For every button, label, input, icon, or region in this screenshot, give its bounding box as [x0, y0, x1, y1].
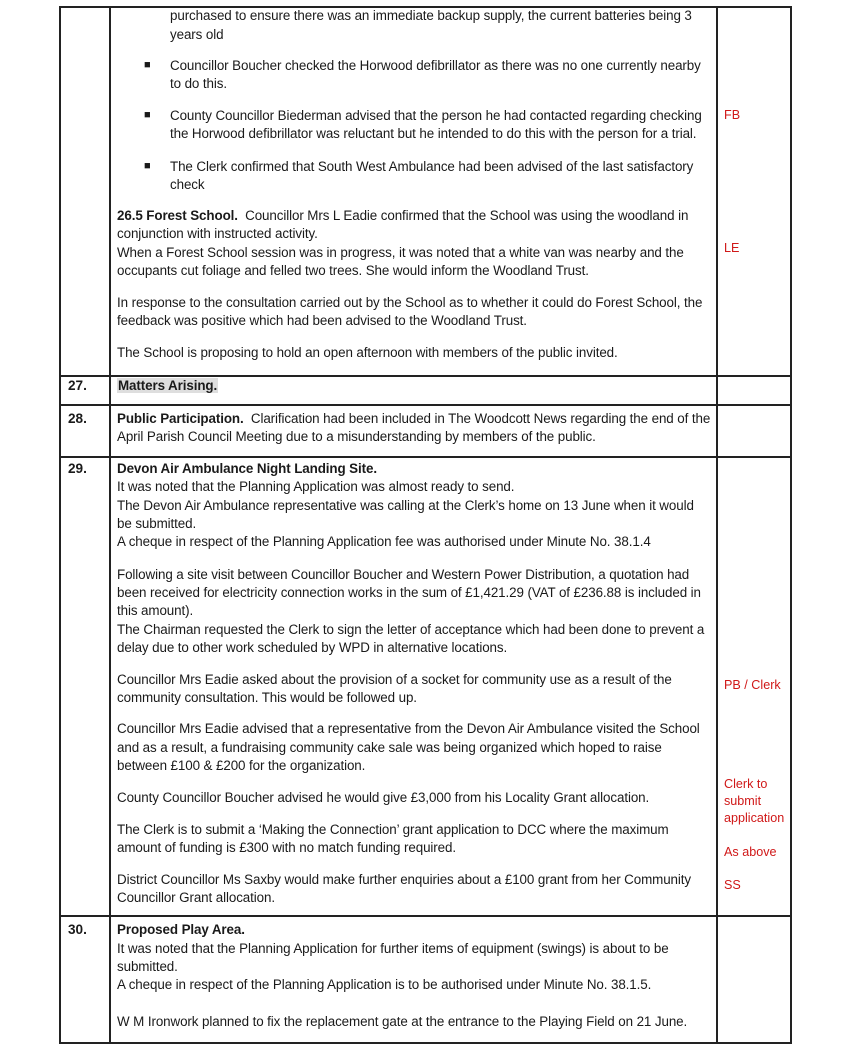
- row-divider-29: [59, 456, 792, 458]
- bullet-text-line: the Horwood defibrillator was reluctant but he intended to do this with the person for a trial.: [170, 126, 697, 141]
- item-number: 29.: [68, 461, 87, 476]
- paragraph-line: amount of funding is £300 with no match funding required.: [117, 840, 456, 855]
- item-heading-air-ambulance: Devon Air Ambulance Night Landing Site.: [117, 461, 377, 476]
- action-owner-clerk: application: [724, 811, 785, 825]
- forest-school-line: conjunction with instructed activity.: [117, 226, 318, 241]
- forest-school-line: occupants cut foliage and felled two trees. She would inform the Woodland Trust.: [117, 263, 589, 278]
- paragraph-line: A cheque in respect of the Planning Application is to be authorised under Minute No. 38.1.5.: [117, 977, 652, 992]
- forest-school-line: When a Forest School session was in progress, it was noted that a white van was nearby and the: [117, 245, 684, 260]
- bullet-text-line: County Councillor Biederman advised that the person he had contacted regarding checking: [170, 108, 702, 123]
- table-bottom-border: [59, 1042, 792, 1044]
- paragraph-line: County Councillor Boucher advised he would give £3,000 from his Locality Grant allocation.: [117, 790, 650, 805]
- action-owner-pb-clerk: PB / Clerk: [724, 678, 781, 692]
- paragraph-line: Following a site visit between Councillor Boucher and Western Power Distribution, a quotation had: [117, 567, 690, 582]
- bullet-text-line: Councillor Boucher checked the Horwood defibrillator as there was no one currently nearby: [170, 58, 701, 73]
- consultation-line: feedback was positive which had been advised to the Woodland Trust.: [117, 313, 527, 328]
- bullet-marker: ■: [144, 160, 151, 172]
- item-heading-play-area: Proposed Play Area.: [117, 922, 245, 937]
- action-owner-as-above: As above: [724, 845, 777, 859]
- paragraph-line: Councillor Grant allocation.: [117, 890, 275, 905]
- paragraph-line: W M Ironwork planned to fix the replacement gate at the entrance to the Playing Field on 21 June.: [117, 1014, 688, 1029]
- item-number: 28.: [68, 411, 87, 426]
- item-heading-public-participation: Public Participation.: [117, 411, 244, 426]
- paragraph-line: District Councillor Ms Saxby would make further enquiries about a £100 grant from her Community: [117, 872, 691, 887]
- forest-school-line: [117, 207, 688, 225]
- bullet-text-line: The Clerk confirmed that South West Ambulance had been advised of the last satisfactory: [170, 159, 694, 174]
- forest-school-heading: 26.5 Forest School.: [117, 208, 238, 223]
- action-owner-ss: SS: [724, 878, 741, 892]
- table-right-border: [790, 6, 792, 1044]
- table-action-column-divider: [716, 6, 718, 1044]
- continued-text-line: years old: [170, 27, 224, 42]
- action-owner-clerk: Clerk to: [724, 777, 768, 791]
- paragraph-line: been received for electricity connection works in the sum of £1,421.29 (VAT of £236.88 is included in: [117, 585, 701, 600]
- table-left-border: [59, 6, 61, 1044]
- row-divider-28: [59, 404, 792, 406]
- paragraph-line: It was noted that the Planning Application was almost ready to send.: [117, 479, 515, 494]
- paragraph-line: delay due to other work scheduled by WPD in alternative locations.: [117, 640, 508, 655]
- open-afternoon-line: The School is proposing to hold an open afternoon with members of the public invited.: [117, 345, 618, 360]
- paragraph-line: be submitted.: [117, 516, 197, 531]
- paragraph-line: submitted.: [117, 959, 178, 974]
- action-owner-fb: FB: [724, 108, 741, 122]
- paragraph-line: Councillor Mrs Eadie asked about the provision of a socket for community use as a result of the: [117, 672, 672, 687]
- forest-school-text: Councillor Mrs L Eadie confirmed that the School was using the woodland in: [245, 208, 689, 223]
- item-heading-matters-arising: Matters Arising.: [118, 378, 218, 393]
- item-number: 30.: [68, 922, 87, 937]
- action-owner-clerk: submit: [724, 794, 762, 808]
- bullet-marker: ■: [144, 59, 151, 71]
- bullet-text-line: check: [170, 177, 205, 192]
- continued-text-line: purchased to ensure there was an immediate backup supply, the current batteries being 3: [170, 8, 692, 23]
- paragraph-line: A cheque in respect of the Planning Application fee was authorised under Minute No. 38.1.4: [117, 534, 651, 549]
- consultation-line: In response to the consultation carried out by the School as to whether it could do Forest School, the: [117, 295, 703, 310]
- paragraph-line: and as a result, a fundraising community cake sale was being organized which hoped to raise: [117, 740, 662, 755]
- paragraph-line: The Devon Air Ambulance representative was calling at the Clerk’s home on 13 June when it would: [117, 498, 694, 513]
- bullet-text-line: to do this.: [170, 76, 227, 91]
- row-divider-30: [59, 915, 792, 917]
- table-number-column-divider: [109, 6, 111, 1044]
- paragraph-line: this amount).: [117, 603, 194, 618]
- public-participation-line: April Parish Council Meeting due to a misunderstanding by members of the public.: [117, 429, 596, 444]
- item-number: 27.: [68, 378, 87, 393]
- paragraph-line: community consultation. This would be followed up.: [117, 690, 417, 705]
- paragraph-line: The Chairman requested the Clerk to sign the letter of acceptance which had been done to prevent a: [117, 622, 705, 637]
- action-owner-le: LE: [724, 241, 740, 255]
- paragraph-line: between £100 & £200 for the organization.: [117, 758, 366, 773]
- public-participation-line: Public Participation. Clarification had been included in The Woodcott News regarding the end of the: [117, 411, 711, 426]
- paragraph-line: The Clerk is to submit a ‘Making the Connection’ grant application to DCC where the maximum: [117, 822, 669, 837]
- paragraph-line: Councillor Mrs Eadie advised that a representative from the Devon Air Ambulance visited the School: [117, 721, 700, 736]
- bullet-marker: ■: [144, 109, 151, 121]
- paragraph-line: It was noted that the Planning Application for further items of equipment (swings) is about to be: [117, 941, 669, 956]
